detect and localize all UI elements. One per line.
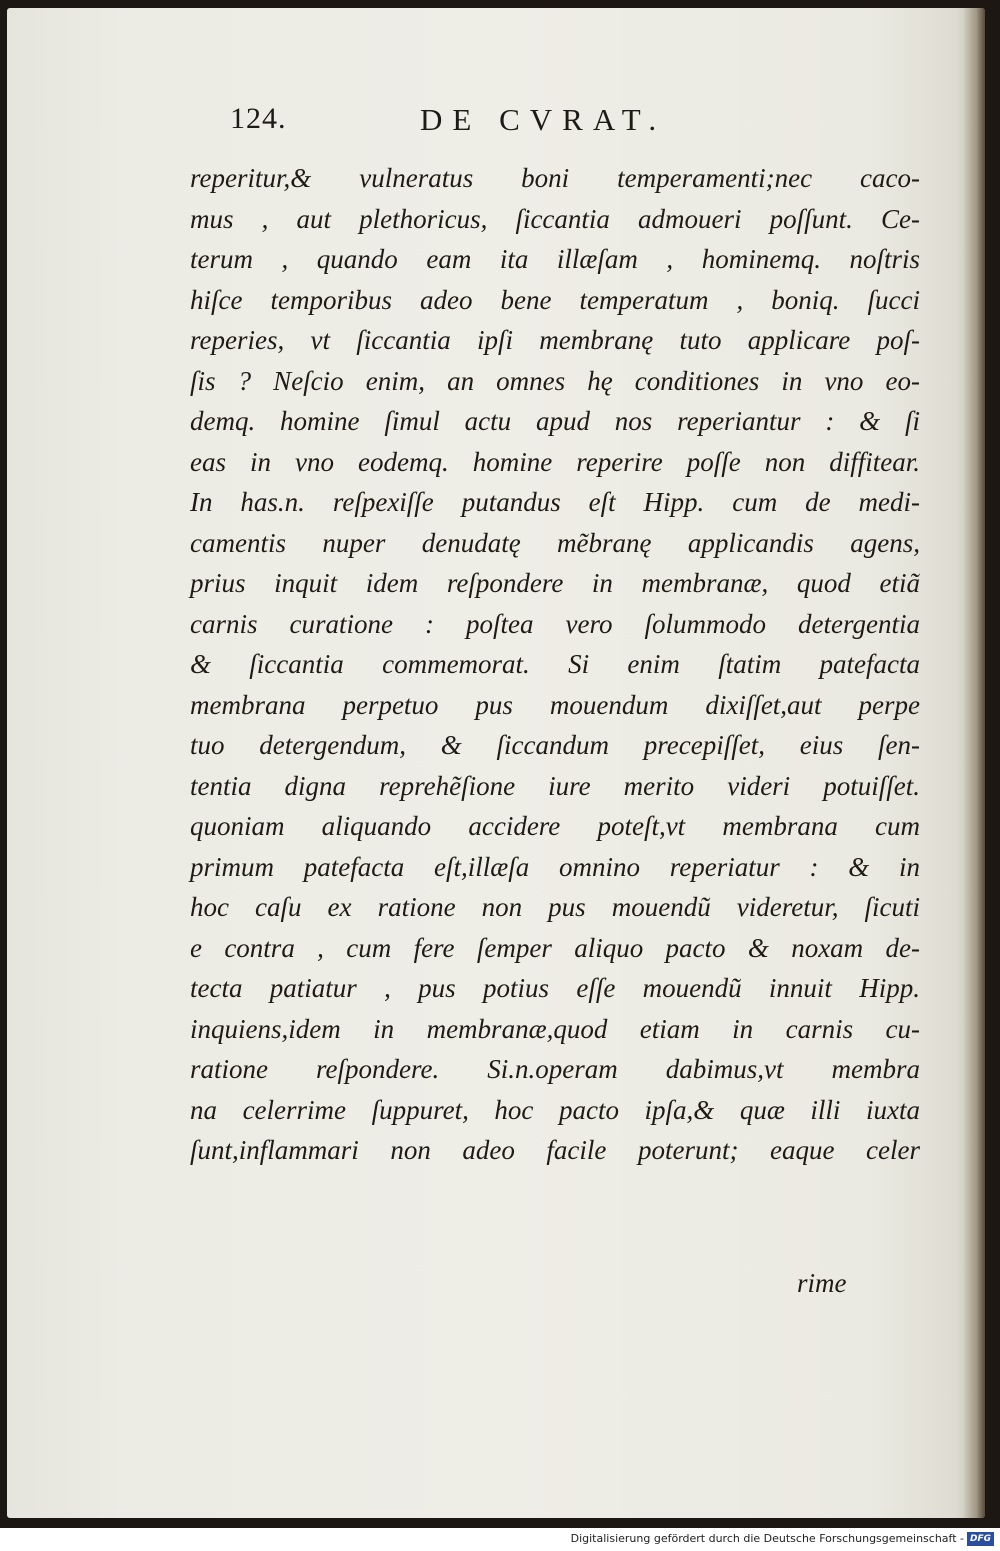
running-head [0, 102, 1000, 142]
text-line: prius inquit idem reſpondere in membranæ, quod etiã [190, 568, 920, 598]
text-line: & ſiccantia commemorat. Si enim ſtatim patefacta [190, 649, 920, 679]
text-line: demq. homine ſimul actu apud nos reperiantur : & ſi [190, 406, 920, 436]
text-line: hiſce temporibus adeo bene temperatum , boniq. ſucci [190, 284, 920, 315]
text-line: na celerrime ſuppuret, hoc pacto ipſa,& quæ illi iuxta [190, 1094, 920, 1125]
text-line: hoc caſu ex ratione non pus mouendũ videretur, ſicuti [190, 892, 920, 922]
text-line: inquiens,idem in membranæ,quod etiam in carnis cu- [190, 1013, 920, 1044]
running-title: DE CVRAT. [420, 102, 667, 137]
text-line: camentis nuper denudatę mẽbranę applicandis agens, [190, 527, 920, 558]
text-line: reperies, vt ſiccantia ipſi membranę tuto applicare poſ- [190, 325, 920, 355]
text-line: reperitur,& vulneratus boni temperamenti;nec caco- [190, 163, 920, 193]
text-line: tecta patiatur , pus potius eſſe mouendũ innuit Hipp. [190, 973, 920, 1003]
text-line: eas in vno eodemq. homine reperire poſſe non diffitear. [190, 446, 920, 477]
text-line: primum patefacta eſt,illæſa omnino reperiatur : & in [190, 851, 920, 882]
text-line: tentia digna reprehẽſione iure merito videri potuiſſet. [190, 770, 920, 801]
text-line: membrana perpetuo pus mouendum dixiſſet,aut perpe [190, 689, 920, 720]
text-line: e contra , cum fere ſemper aliquo pacto & noxam de- [190, 932, 920, 963]
text-line: ſunt,inflammari non adeo facile poterunt; eaque celer [190, 1135, 920, 1165]
catchword: rime [797, 1268, 847, 1298]
body-text [190, 158, 920, 1171]
funding-credit: Digitalisierung gefördert durch die Deutsche Forschungsgemeinschaft - [570, 1532, 964, 1545]
dfg-logo-icon: DFG [967, 1532, 994, 1546]
text-line: tuo detergendum, & ſiccandum precepiſſet, eius ſen- [190, 730, 920, 760]
text-line: mus , aut plethoricus, ſiccantia admoueri poſſunt. Ce- [190, 203, 920, 234]
text-line: In has.n. reſpexiſſe putandus eſt Hipp. cum de medi- [190, 487, 920, 517]
text-line: quoniam aliquando accidere poteſt,vt membrana cum [190, 811, 920, 841]
page-number: 124. [230, 102, 287, 135]
page-edge-shadow [963, 8, 985, 1518]
text-line: carnis curatione : poſtea vero ſolummodo detergentia [190, 608, 920, 639]
footer-bar [0, 1528, 1000, 1551]
text-line: ſis ? Neſcio enim, an omnes hę conditiones in vno eo- [190, 365, 920, 396]
text-line: ratione reſpondere. Si.n.operam dabimus,vt membra [190, 1054, 920, 1084]
text-line: terum , quando eam ita illæſam , hominemq. noſtris [190, 244, 920, 274]
